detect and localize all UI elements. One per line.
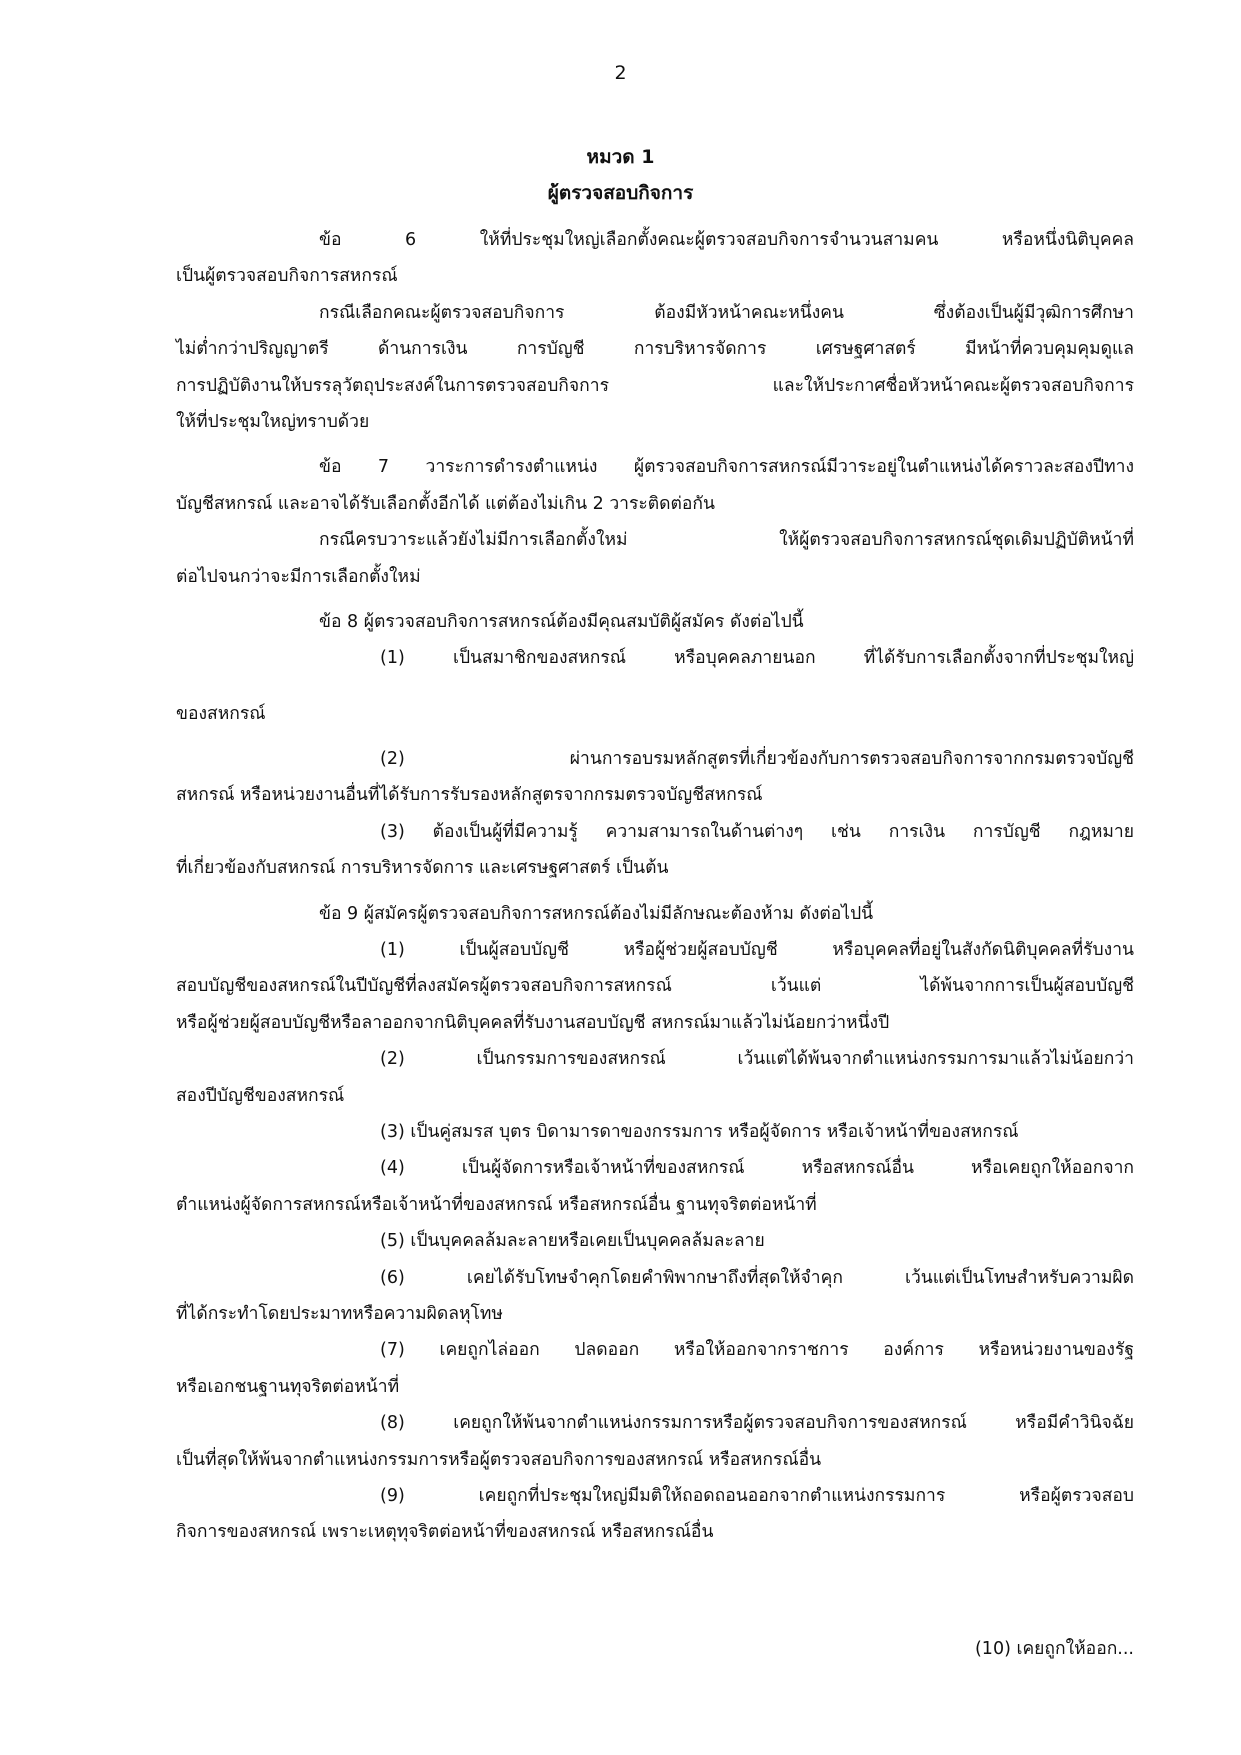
- document-body: [176, 222, 1134, 1551]
- chapter-subtitle: ผู้ตรวจสอบกิจการ: [547, 182, 694, 204]
- article-8-item: ของสหกรณ์: [176, 703, 266, 724]
- article-9-item: สองปีบัญชีของสหกรณ์: [176, 1085, 345, 1106]
- article-9-item: (5) เป็นบุคคลล้มละลายหรือเคยเป็นบุคคลล้มละลาย: [380, 1231, 765, 1252]
- article-9-item: (4) เป็นผู้จัดการหรือเจ้าหน้าที่ของสหกรณ์ หรือสหกรณ์อื่น หรือเคยถูกให้ออกจาก: [380, 1158, 1134, 1179]
- article-9-line: ข้อ 9 ผู้สมัครผู้ตรวจสอบกิจการสหกรณ์ต้องไม่มีลักษณะต้องห้าม ดังต่อไปนี้: [319, 903, 874, 924]
- article-6-line: ไม่ต่ำกว่าปริญญาตรี ด้านการเงิน การบัญชี การบริหารจัดการ เศรษฐศาสตร์ มีหน้าที่ควบคุมคุมดูแล: [176, 339, 1134, 360]
- article-6-line: กรณีเลือกคณะผู้ตรวจสอบกิจการ ต้องมีหัวหน้าคณะหนึ่งคน ซึ่งต้องเป็นผู้มีวุฒิการศึกษา: [319, 302, 1134, 323]
- article-9-item: (1) เป็นผู้สอบบัญชี หรือผู้ช่วยผู้สอบบัญชี หรือบุคคลที่อยู่ในสังกัดนิติบุคคลที่รับงาน: [380, 940, 1134, 961]
- article-7-line: บัญชีสหกรณ์ และอาจได้รับเลือกตั้งอีกได้ แต่ต้องไม่เกิน 2 วาระติดต่อกัน: [176, 493, 715, 514]
- article-9-item: (9) เคยถูกที่ประชุมใหญ่มีมติให้ถอดถอนออกจากตำแหน่งกรรมการ หรือผู้ตรวจสอบ: [380, 1485, 1134, 1506]
- chapter-title: หมวด 1: [586, 146, 655, 168]
- article-9-item: หรือเอกชนฐานทุจริตต่อหน้าที่: [176, 1376, 400, 1397]
- article-6-line: เป็นผู้ตรวจสอบกิจการสหกรณ์: [176, 266, 398, 287]
- article-6-line: การปฏิบัติงานให้บรรลุวัตถุประสงค์ในการตรวจสอบกิจการ และให้ประกาศชื่อหัวหน้าคณะผู้ตรวจสอบกิจการ: [176, 375, 1134, 396]
- continuation-marker: (10) เคยถูกให้ออก...: [974, 1639, 1134, 1659]
- article-8-item: ที่เกี่ยวข้องกับสหกรณ์ การบริหารจัดการ และเศรษฐศาสตร์ เป็นต้น: [176, 858, 669, 879]
- article-9-item: (3) เป็นคู่สมรส บุตร บิดามารดาของกรรมการ หรือผู้จัดการ หรือเจ้าหน้าที่ของสหกรณ์: [380, 1121, 1019, 1142]
- article-7-line: ข้อ 7 วาระการดำรงตำแหน่ง ผู้ตรวจสอบกิจการสหกรณ์มีวาระอยู่ในตำแหน่งได้คราวละสองปีทาง: [319, 457, 1134, 478]
- article-8-item: (2) ผ่านการอบรมหลักสูตรที่เกี่ยวข้องกับการตรวจสอบกิจการจากกรมตรวจบัญชี: [380, 749, 1134, 770]
- article-7-line: กรณีครบวาระแล้วยังไม่มีการเลือกตั้งใหม่ ให้ผู้ตรวจสอบกิจการสหกรณ์ชุดเดิมปฏิบัติหน้าที่: [319, 530, 1134, 551]
- article-8-item: สหกรณ์ หรือหน่วยงานอื่นที่ได้รับการรับรองหลักสูตรจากกรมตรวจบัญชีสหกรณ์: [176, 785, 763, 806]
- article-9-item: (7) เคยถูกไล่ออก ปลดออก หรือให้ออกจากราชการ องค์การ หรือหน่วยงานของรัฐ: [380, 1340, 1134, 1361]
- article-9-item: ตำแหน่งผู้จัดการสหกรณ์หรือเจ้าหน้าที่ของสหกรณ์ หรือสหกรณ์อื่น ฐานทุจริตต่อหน้าที่: [176, 1194, 817, 1215]
- article-9-item: กิจการของสหกรณ์ เพราะเหตุทุจริตต่อหน้าที่ของสหกรณ์ หรือสหกรณ์อื่น: [176, 1522, 714, 1543]
- article-8-line: ข้อ 8 ผู้ตรวจสอบกิจการสหกรณ์ต้องมีคุณสมบัติผู้สมัคร ดังต่อไปนี้: [319, 611, 804, 632]
- article-8-item: (1) เป็นสมาชิกของสหกรณ์ หรือบุคคลภายนอก ที่ได้รับการเลือกตั้งจากที่ประชุมใหญ่: [380, 648, 1134, 669]
- article-9-item: (2) เป็นกรรมการของสหกรณ์ เว้นแต่ได้พ้นจากตำแหน่งกรรมการมาแล้วไม่น้อยกว่า: [380, 1049, 1134, 1070]
- article-9-item: (8) เคยถูกให้พ้นจากตำแหน่งกรรมการหรือผู้ตรวจสอบกิจการของสหกรณ์ หรือมีคำวินิจฉัย: [380, 1413, 1134, 1434]
- article-8-item: (3) ต้องเป็นผู้ที่มีความรู้ ความสามารถในด้านต่างๆ เช่น การเงิน การบัญชี กฎหมาย: [380, 821, 1134, 842]
- article-9-item: สอบบัญชีของสหกรณ์ในปีบัญชีที่ลงสมัครผู้ตรวจสอบกิจการสหกรณ์ เว้นแต่ ได้พ้นจากการเป็นผู้สอบบัญชี: [176, 976, 1134, 997]
- article-9-item: เป็นที่สุดให้พ้นจากตำแหน่งกรรมการหรือผู้ตรวจสอบกิจการของสหกรณ์ หรือสหกรณ์อื่น: [176, 1449, 822, 1470]
- article-9-item: หรือผู้ช่วยผู้สอบบัญชีหรือลาออกจากนิติบุคคลที่รับงานสอบบัญชี สหกรณ์มาแล้วไม่น้อยกว่าหนึ่งปี: [176, 1012, 890, 1033]
- article-6-line: ข้อ 6 ให้ที่ประชุมใหญ่เลือกตั้งคณะผู้ตรวจสอบกิจการจำนวนสามคน หรือหนึ่งนิติบุคคล: [319, 230, 1134, 250]
- article-9-item: ที่ได้กระทำโดยประมาทหรือความผิดลหุโทษ: [176, 1303, 503, 1324]
- article-7-line: ต่อไปจนกว่าจะมีการเลือกตั้งใหม่: [176, 566, 421, 587]
- page-number: 2: [614, 62, 627, 84]
- article-6-line: ให้ที่ประชุมใหญ่ทราบด้วย: [176, 411, 370, 432]
- article-9-item: (6) เคยได้รับโทษจำคุกโดยคำพิพากษาถึงที่สุดให้จำคุก เว้นแต่เป็นโทษสำหรับความผิด: [380, 1267, 1134, 1288]
